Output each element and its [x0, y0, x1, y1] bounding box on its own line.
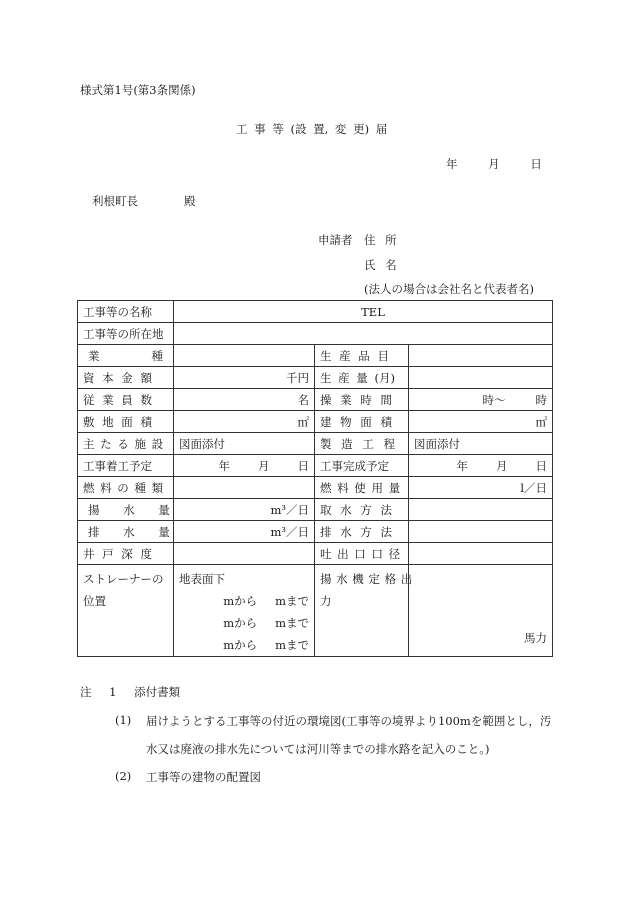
start-day: 日 — [297, 458, 309, 473]
strainer-label-line1: ストレーナーの — [83, 572, 164, 586]
hours-to: 時 — [535, 392, 547, 407]
note-item2-number: (2) — [115, 769, 132, 783]
location-label: 工事等の所在地 — [78, 323, 174, 345]
completion-schedule-label: 工事完成予定 — [315, 455, 409, 477]
manufacturing-process-label: 製 造 工 程 — [315, 433, 409, 455]
discharge-volume-label: 排 水 量 — [78, 521, 174, 543]
strainer-position-label — [78, 565, 174, 657]
tel-label: TEL — [361, 304, 385, 319]
start-schedule-label: 工事着工予定 — [78, 455, 174, 477]
depth-from: mから — [223, 638, 258, 652]
intake-volume-value[interactable] — [174, 499, 315, 521]
form-number: 様式第1号(第3条関係) — [80, 83, 196, 97]
intake-volume-label: 揚 水 量 — [78, 499, 174, 521]
date-month: 月 — [488, 157, 500, 171]
note-heading — [80, 684, 180, 700]
name-label: 氏 名 — [364, 258, 397, 272]
table-row — [78, 411, 553, 433]
start-month: 月 — [258, 458, 270, 473]
addressee: 利根町長 — [92, 194, 138, 208]
start-year: 年 — [218, 458, 230, 473]
note-item1-number: (1) — [115, 713, 132, 727]
outlet-diameter-label: 吐 出 口 口 径 — [315, 543, 409, 565]
note-item1-line1: 届けようとする工事等の付近の環境図(工事等の境界より100mを範囲とし，汚 — [146, 714, 552, 728]
date-year: 年 — [446, 157, 458, 171]
main-facility-label: 主 た る 施 設 — [78, 433, 174, 455]
table-row — [78, 499, 553, 521]
pump-rated-output-label — [315, 565, 413, 657]
intake-method-label: 取 水 方 法 — [315, 499, 409, 521]
table-row — [78, 477, 553, 499]
manufacturing-process-value[interactable]: 図面添付 — [409, 433, 553, 455]
capital-value[interactable] — [174, 367, 315, 389]
submission-date — [446, 156, 542, 172]
operating-hours-value[interactable] — [409, 389, 553, 411]
note-item2-text: 工事等の建物の配置図 — [146, 770, 261, 784]
note-item1-line2: 水又は廃液の排水先については河川等までの排水路を記入のこと。) — [146, 742, 490, 756]
fuel-usage-label: 燃 料 使 用 量 — [315, 477, 409, 499]
product-label: 生 産 品 目 — [315, 345, 409, 367]
industry-value[interactable] — [174, 345, 315, 367]
depth-to: mまで — [275, 616, 309, 630]
table-row — [78, 543, 553, 565]
address-label: 住 所 — [364, 233, 397, 247]
document-title-text: 工 事 等 (設 置, 変 更) 届 — [236, 122, 388, 136]
building-area-label: 建 物 面 積 — [315, 411, 409, 433]
table-row — [78, 345, 553, 367]
well-depth-label: 井 戸 深 度 — [78, 543, 174, 565]
applicant-label: 申請者 — [318, 233, 353, 247]
site-area-label: 敷 地 面 積 — [78, 411, 174, 433]
main-facility-value[interactable]: 図面添付 — [174, 433, 315, 455]
strainer-label-line2: 位置 — [83, 594, 106, 608]
well-depth-value[interactable] — [174, 543, 315, 565]
document-title — [236, 121, 406, 137]
site-area-unit: ㎡ — [297, 414, 309, 429]
capital-label: 資 本 金 額 — [78, 367, 174, 389]
intake-unit: m³／日 — [270, 502, 309, 517]
employees-label: 従 業 員 数 — [78, 389, 174, 411]
complete-year: 年 — [456, 458, 468, 473]
fuel-usage-unit: l／日 — [520, 480, 547, 495]
intake-method-value[interactable] — [409, 499, 553, 521]
table-row — [78, 521, 553, 543]
table-row — [78, 565, 553, 657]
discharge-unit: m³／日 — [270, 524, 309, 539]
building-area-value[interactable] — [409, 411, 553, 433]
site-area-value[interactable] — [174, 411, 315, 433]
pump-label-line1: 揚 水 機 定 格 出 — [320, 572, 413, 586]
outlet-diameter-value[interactable] — [409, 543, 553, 565]
product-value[interactable] — [409, 345, 553, 367]
industry-label: 業 種 — [78, 345, 174, 367]
discharge-method-label: 排 水 方 法 — [315, 521, 409, 543]
start-schedule-value[interactable] — [174, 455, 315, 477]
completion-schedule-value[interactable] — [409, 455, 553, 477]
pump-rated-output-value[interactable] — [409, 565, 553, 657]
pump-unit: 馬力 — [524, 631, 547, 645]
capital-unit: 千円 — [286, 370, 309, 385]
strainer-position-value[interactable] — [174, 565, 315, 657]
note-number: 1 — [109, 685, 117, 699]
depth-from: mから — [223, 594, 258, 608]
complete-day: 日 — [535, 458, 547, 473]
corporation-note: (法人の場合は会社名と代表者名) — [364, 282, 534, 296]
note-title: 添付書類 — [134, 685, 181, 699]
table-row — [78, 323, 553, 345]
construction-name-value[interactable] — [174, 301, 553, 323]
fuel-type-label: 燃 料 の 種 類 — [78, 477, 174, 499]
fuel-type-value[interactable] — [174, 477, 315, 499]
pump-label-line2: 力 — [320, 594, 332, 608]
table-row — [78, 389, 553, 411]
table-row — [78, 301, 553, 323]
employees-value[interactable] — [174, 389, 315, 411]
employees-unit: 名 — [297, 392, 309, 407]
depth-to: mまで — [275, 638, 309, 652]
fuel-usage-value[interactable] — [409, 477, 553, 499]
production-volume-value[interactable] — [409, 367, 553, 389]
table-row — [78, 367, 553, 389]
depth-to: mまで — [275, 594, 309, 608]
application-form-table — [77, 300, 553, 657]
discharge-volume-value[interactable] — [174, 521, 315, 543]
note-prefix: 注 — [80, 685, 92, 699]
location-value[interactable] — [174, 323, 553, 345]
hours-from: 時～ — [482, 392, 506, 407]
discharge-method-value[interactable] — [409, 521, 553, 543]
depth-from: mから — [223, 616, 258, 630]
complete-month: 月 — [496, 458, 508, 473]
table-row — [78, 433, 553, 455]
construction-name-label: 工事等の名称 — [83, 304, 152, 319]
table-row — [78, 455, 553, 477]
date-day: 日 — [530, 157, 542, 171]
operating-hours-label: 操 業 時 間 — [315, 389, 409, 411]
building-area-unit: ㎡ — [535, 414, 547, 429]
below-surface-text: 地表面下 — [179, 572, 225, 586]
production-volume-label: 生 産 量 (月) — [315, 367, 409, 389]
honorific: 殿 — [184, 194, 196, 208]
